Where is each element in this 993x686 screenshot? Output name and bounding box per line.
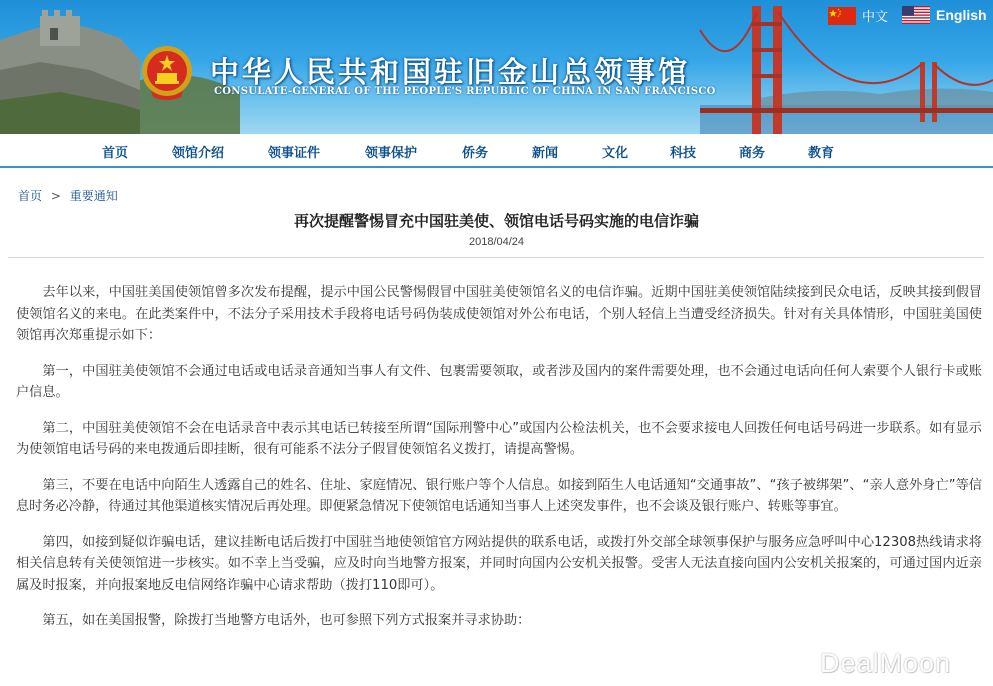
- article-paragraph: 第三，不要在电话中向陌生人透露自己的姓名、住址、家庭情况、银行账户等个人信息。如接到陌生人电话通知“交通事故”、“孩子被绑架”、“亲人意外身亡”等信息时务必冷静，待通过其他渠道核实情况后再处理。即便紧急情况下使领馆电话通知当事人上述突发事件，也不会谈及银行账户、转账等事宜。: [16, 477, 982, 514]
- language-switch-chinese[interactable]: [828, 6, 888, 25]
- language-label-chinese: 中文: [862, 10, 889, 25]
- breadcrumb: [18, 187, 118, 204]
- china-flag-icon: [828, 7, 856, 25]
- article-paragraph: 去年以来，中国驻美国使领馆曾多次发布提醒，提示中国公民警惕假冒中国驻美使领馆名义的电信诈骗。近期中国驻美使领馆陆续接到民众电话，反映其接到假冒使领馆名义的来电。在此类案件中，不法分子采用技术手段将电话号码伪装成使领馆对外公布电话，个别人轻信上当遭受经济损失。针对有关具体情形，中国驻美国使领馆再次郑重提示如下：: [16, 285, 982, 343]
- article-paragraph: 第五，如在美国报警，除拨打当地警方电话外，也可参照下列方式报案并寻求协助：: [42, 613, 531, 628]
- site-banner: [0, 0, 993, 134]
- national-emblem-icon: [141, 43, 193, 101]
- divider: [8, 257, 984, 258]
- breadcrumb-current-link[interactable]: 重要通知: [69, 189, 118, 203]
- nav-item-commerce[interactable]: 商务: [739, 146, 766, 161]
- nav-item-culture[interactable]: 文化: [602, 146, 629, 161]
- language-switch-english[interactable]: [902, 6, 987, 24]
- nav-item-home[interactable]: 首页: [102, 146, 129, 161]
- nav-item-consular-protection[interactable]: 领事保护: [365, 146, 418, 161]
- article-paragraph: 第四，如接到疑似诈骗电话，建议挂断电话后拨打中国驻当地使领馆官方网站提供的联系电话，或拨打外交部全球领事保护与服务应急呼叫中心12308热线请求将相关信息转有关使领馆进一步核实。如不幸上当受骗，应及时向当地警方报案，并同时向国内公安机关报警。受害人无法直接向国内公安机关报案的，可通过国内近亲属及时报案，并向报案地反电信网络诈骗中心请求帮助（拨打110即可）。: [16, 534, 982, 593]
- article-body: [16, 282, 982, 646]
- language-label-english: English: [936, 7, 987, 23]
- nav-item-about-consulate[interactable]: 领馆介绍: [172, 146, 225, 161]
- nav-item-consular-documents[interactable]: 领事证件: [268, 146, 321, 161]
- usa-flag-icon: [902, 6, 930, 24]
- article-paragraph: 第二，中国驻美使领馆不会在电话录音中表示其电话已转接至所谓“国际刑警中心”或国内公检法机关，也不会要求接电人回拨任何电话号码进一步联系。如有显示为使领馆电话号码的来电拨通后即挂断，很有可能系不法分子假冒使领馆名义拨打，请提高警惕。: [16, 420, 982, 457]
- site-title-english: CONSULATE-GENERAL OF THE PEOPLE'S REPUBLIC OF CHINA IN SAN FRANCISCO: [214, 86, 716, 97]
- article-title: 再次提醒警惕冒充中国驻美使、领馆电话号码实施的电信诈骗: [293, 212, 699, 230]
- article-date: 2018/04/24: [468, 236, 525, 248]
- breadcrumb-home-link[interactable]: 首页: [18, 189, 43, 203]
- main-navigation: [0, 134, 993, 168]
- nav-item-news[interactable]: 新闻: [532, 146, 559, 161]
- breadcrumb-separator: >: [50, 189, 61, 203]
- nav-item-overseas-chinese[interactable]: 侨务: [462, 146, 489, 161]
- nav-item-education[interactable]: 教育: [808, 146, 835, 161]
- nav-item-science[interactable]: 科技: [670, 146, 697, 161]
- article-paragraph: 第一，中国驻美使领馆不会通过电话或电话录音通知当事人有文件、包裹需要领取，或者涉及国内的案件需要处理，也不会通过电话向任何人索要个人银行卡或账户信息。: [16, 363, 982, 400]
- watermark: DealMoon: [820, 648, 952, 678]
- site-title-chinese: 中华人民共和国驻旧金山总领事馆: [210, 55, 691, 89]
